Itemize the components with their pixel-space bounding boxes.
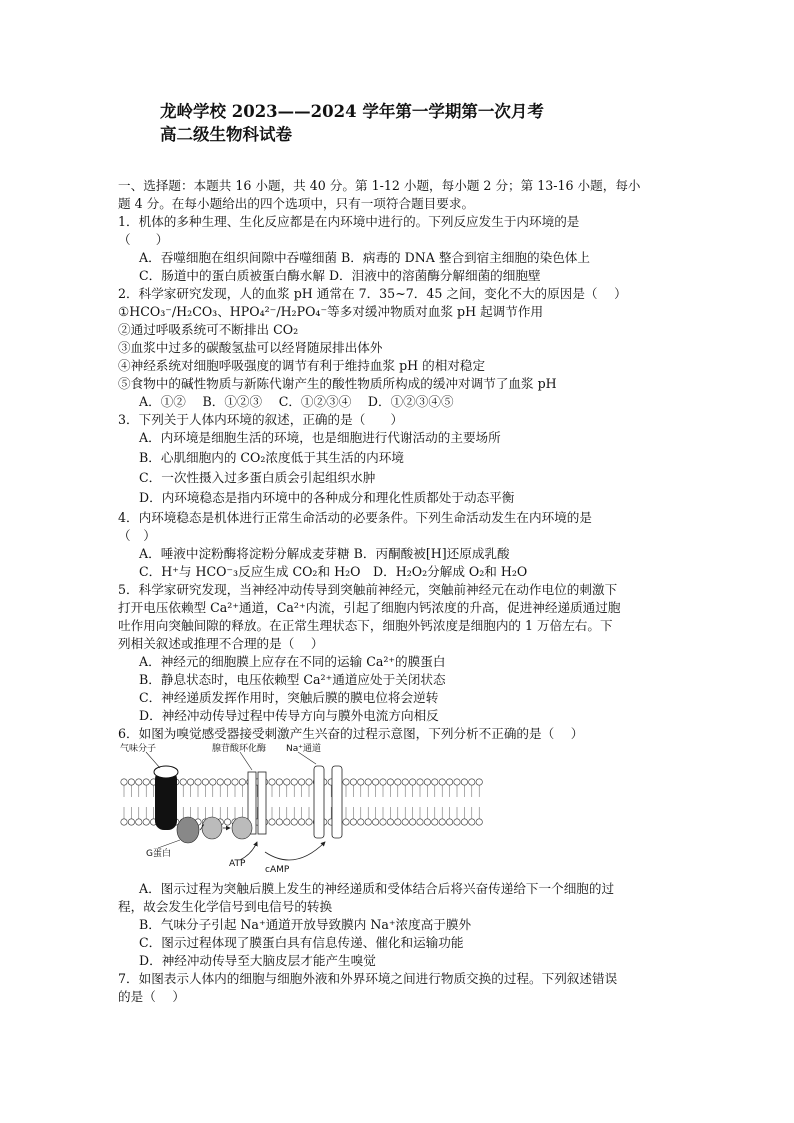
question-option: D．神经冲动传导过程中传导方向与膜外电流方向相反 <box>139 708 439 723</box>
lipid-head <box>128 819 134 825</box>
question-stem: ③血浆中过多的碳酸氢盐可以经肾随尿排出体外 <box>118 340 383 355</box>
lipid-head <box>343 779 349 785</box>
question-option: A．吞噬细胞在组织间隙中吞噬细菌 B．病毒的 DNA 整合到宿主细胞的染色体上 <box>139 250 590 265</box>
question-stem: 列相关叙述或推理不合理的是（ ） <box>118 636 324 651</box>
g-protein <box>177 817 199 843</box>
lipid-head <box>380 819 386 825</box>
lipid-head <box>395 819 401 825</box>
question-option: B．气味分子引起 Na⁺通道开放导致膜内 Na⁺浓度高于膜外 <box>139 917 472 932</box>
question-option: 程，故会发生化学信号到电信号的转换 <box>118 899 333 914</box>
lipid-head <box>298 819 304 825</box>
question-stem: 打开电压依赖型 Ca²⁺通道，Ca²⁺内流，引起了细胞内钙浓度的升高，促进神经递质通过胞 <box>118 600 621 615</box>
question-stem: （ ） <box>118 528 156 543</box>
lipid-head <box>446 779 452 785</box>
arrow <box>240 842 257 860</box>
na-channel-right <box>332 766 342 838</box>
lipid-head <box>365 779 371 785</box>
lipid-head <box>343 819 349 825</box>
lipid-head <box>224 779 230 785</box>
lipid-head <box>291 819 297 825</box>
lipid-head <box>476 819 482 825</box>
lipid-head <box>217 779 223 785</box>
lipid-head <box>402 779 408 785</box>
lipid-head <box>461 779 467 785</box>
lipid-head <box>380 779 386 785</box>
question-stem: 吐作用向突触间隙的释放。在正常生理状态下，细胞外钙浓度是细胞内的 1 万倍左右。下 <box>118 618 613 633</box>
question-option: C．肠道中的蛋白质被蛋白酶水解 D．泪液中的溶菌酶分解细菌的细胞壁 <box>139 268 541 283</box>
lipid-head <box>306 779 312 785</box>
question-option: C．神经递质发挥作用时，突触后膜的膜电位将会逆转 <box>139 690 439 705</box>
g-protein-subunit <box>202 817 222 839</box>
lipid-head <box>195 779 201 785</box>
question-option: B．静息状态时，电压依赖型 Ca²⁺通道应处于关闭状态 <box>139 672 446 687</box>
lipid-head <box>143 819 149 825</box>
question-option: D．内环境稳态是指内环境中的各种成分和理化性质都处于动态平衡 <box>139 490 515 505</box>
lipid-head <box>417 819 423 825</box>
lipid-head <box>469 819 475 825</box>
lipid-head <box>276 819 282 825</box>
lipid-head <box>276 779 282 785</box>
lipid-head <box>439 819 445 825</box>
lipid-head <box>269 819 275 825</box>
lipid-head <box>476 779 482 785</box>
lipid-head <box>187 779 193 785</box>
section-intro-line: 题 4 分。在每小题给出的四个选项中，只有一项符合题目要求。 <box>118 196 475 211</box>
lipid-head <box>409 779 415 785</box>
lipid-head <box>469 779 475 785</box>
question-option: B．心肌细胞内的 CO₂浓度低于其生活的内环境 <box>139 450 404 465</box>
question-stem: ②通过呼吸系统可不断排出 CO₂ <box>118 322 299 337</box>
question-option: C．图示过程体现了膜蛋白具有信息传递、催化和运输功能 <box>139 935 464 950</box>
lipid-head <box>424 779 430 785</box>
lipid-head <box>402 819 408 825</box>
question-stem: 的是（ ） <box>118 989 185 1004</box>
question-stem: 2．科学家研究发现，人的血浆 pH 通常在 7．35~7．45 之间，变化不大的原因是（ ） <box>118 286 627 301</box>
exam-subtitle: 高二级生物科试卷 <box>160 125 292 144</box>
odor-receptor <box>155 770 177 830</box>
question-stem: ④神经系统对细胞呼吸强度的调节有利于维持血浆 pH 的相对稳定 <box>118 358 486 373</box>
lipid-head <box>121 819 127 825</box>
adenylate-cyclase-right <box>258 772 266 834</box>
lipid-head <box>136 819 142 825</box>
lipid-head <box>372 819 378 825</box>
lipid-head <box>387 819 393 825</box>
na-channel-left <box>314 766 324 838</box>
lipid-head <box>461 819 467 825</box>
question-option: A．神经元的细胞膜上应存在不同的运输 Ca²⁺的膜蛋白 <box>139 654 446 669</box>
lipid-head <box>358 779 364 785</box>
lipid-head <box>350 779 356 785</box>
section-intro-line: 一、选择题：本题共 16 小题，共 40 分。第 1-12 小题，每小题 2 分；第 13-16 小题，每小 <box>118 178 641 193</box>
question-option: A．内环境是细胞生活的环境，也是细胞进行代谢活动的主要场所 <box>139 430 501 445</box>
lipid-head <box>210 779 216 785</box>
lipid-head <box>136 779 142 785</box>
question-stem: 1．机体的多种生理、生化反应都是在内环境中进行的。下列反应发生于内环境的是 <box>118 214 580 229</box>
question-stem: 3．下列关于人体内环境的叙述，正确的是（ ） <box>118 412 404 427</box>
lipid-head <box>432 779 438 785</box>
lipid-head <box>202 779 208 785</box>
question-stem: 4．内环境稳态是机体进行正常生命活动的必要条件。下列生命活动发生在内环境的是 <box>118 510 592 525</box>
lipid-head <box>454 779 460 785</box>
lipid-head <box>409 819 415 825</box>
label-na-channel: Na⁺通道 <box>286 744 321 754</box>
lipid-head <box>239 779 245 785</box>
lipid-head <box>298 779 304 785</box>
lipid-head <box>454 819 460 825</box>
question-option: A．图示过程为突触后膜上发生的神经递质和受体结合后将兴奋传递给下一个细胞的过 <box>139 881 615 896</box>
lipid-head <box>432 819 438 825</box>
label-odor-molecule: 气味分子 <box>120 744 157 754</box>
question-option: A．①② B．①②③ C．①②③④ D．①②③④⑤ <box>139 394 454 409</box>
question-stem: 7．如图表示人体内的细胞与细胞外液和外界环境之间进行物质交换的过程。下列叙述错误 <box>118 971 618 986</box>
lipid-head <box>358 819 364 825</box>
question-stem: ⑤食物中的碱性物质与新陈代谢产生的酸性物质所构成的缓冲对调节了血浆 pH <box>118 376 557 391</box>
lipid-head <box>439 779 445 785</box>
lipid-head <box>180 779 186 785</box>
olfactory-signal-diagram <box>120 742 490 877</box>
lipid-head <box>446 819 452 825</box>
lipid-head <box>417 779 423 785</box>
lipid-head <box>143 779 149 785</box>
label-camp: cAMP <box>265 865 290 875</box>
activated-g-protein <box>232 817 252 839</box>
question-stem: 6．如图为嗅觉感受器接受刺激产生兴奋的过程示意图，下列分析不正确的是（ ） <box>118 726 584 741</box>
label-g-protein: G蛋白 <box>146 849 171 859</box>
question-stem: ①HCO₃⁻/H₂CO₃、HPO₄²⁻/H₂PO₄⁻等多对缓冲物质对血浆 pH 起调节作用 <box>118 304 544 319</box>
lipid-head <box>224 819 230 825</box>
label-adenylate-cyclase: 腺苷酸环化酶 <box>212 744 267 754</box>
question-option: C．H⁺与 HCO⁻₃反应生成 CO₂和 H₂O D．H₂O₂分解成 O₂和 H₂O <box>139 564 528 579</box>
lipid-head <box>269 779 275 785</box>
question-stem: （ ） <box>118 232 169 247</box>
lipid-head <box>284 779 290 785</box>
exam-title: 龙岭学校 2023——2024 学年第一学期第一次月考 <box>160 102 544 121</box>
question-stem: 5．科学家研究发现，当神经冲动传导到突触前神经元，突触前神经元在动作电位的刺激下 <box>118 582 618 597</box>
lipid-head <box>372 779 378 785</box>
lipid-head <box>387 779 393 785</box>
lipid-head <box>395 779 401 785</box>
lipid-head <box>350 819 356 825</box>
lipid-head <box>232 779 238 785</box>
lipid-head <box>128 779 134 785</box>
lipid-head <box>365 819 371 825</box>
lipid-head <box>121 779 127 785</box>
odor-molecule <box>154 766 178 778</box>
question-option: D．神经冲动传导至大脑皮层才能产生嗅觉 <box>139 953 376 968</box>
arrow <box>265 842 325 860</box>
question-option: A．唾液中淀粉酶将淀粉分解成麦芽糖 B．丙酮酸被[H]还原成乳酸 <box>139 546 510 561</box>
lipid-head <box>306 819 312 825</box>
lipid-head <box>284 819 290 825</box>
lipid-head <box>424 819 430 825</box>
lipid-head <box>291 779 297 785</box>
label-atp: ATP <box>229 859 246 869</box>
question-option: C．一次性摄入过多蛋白质会引起组织水肿 <box>139 470 376 485</box>
